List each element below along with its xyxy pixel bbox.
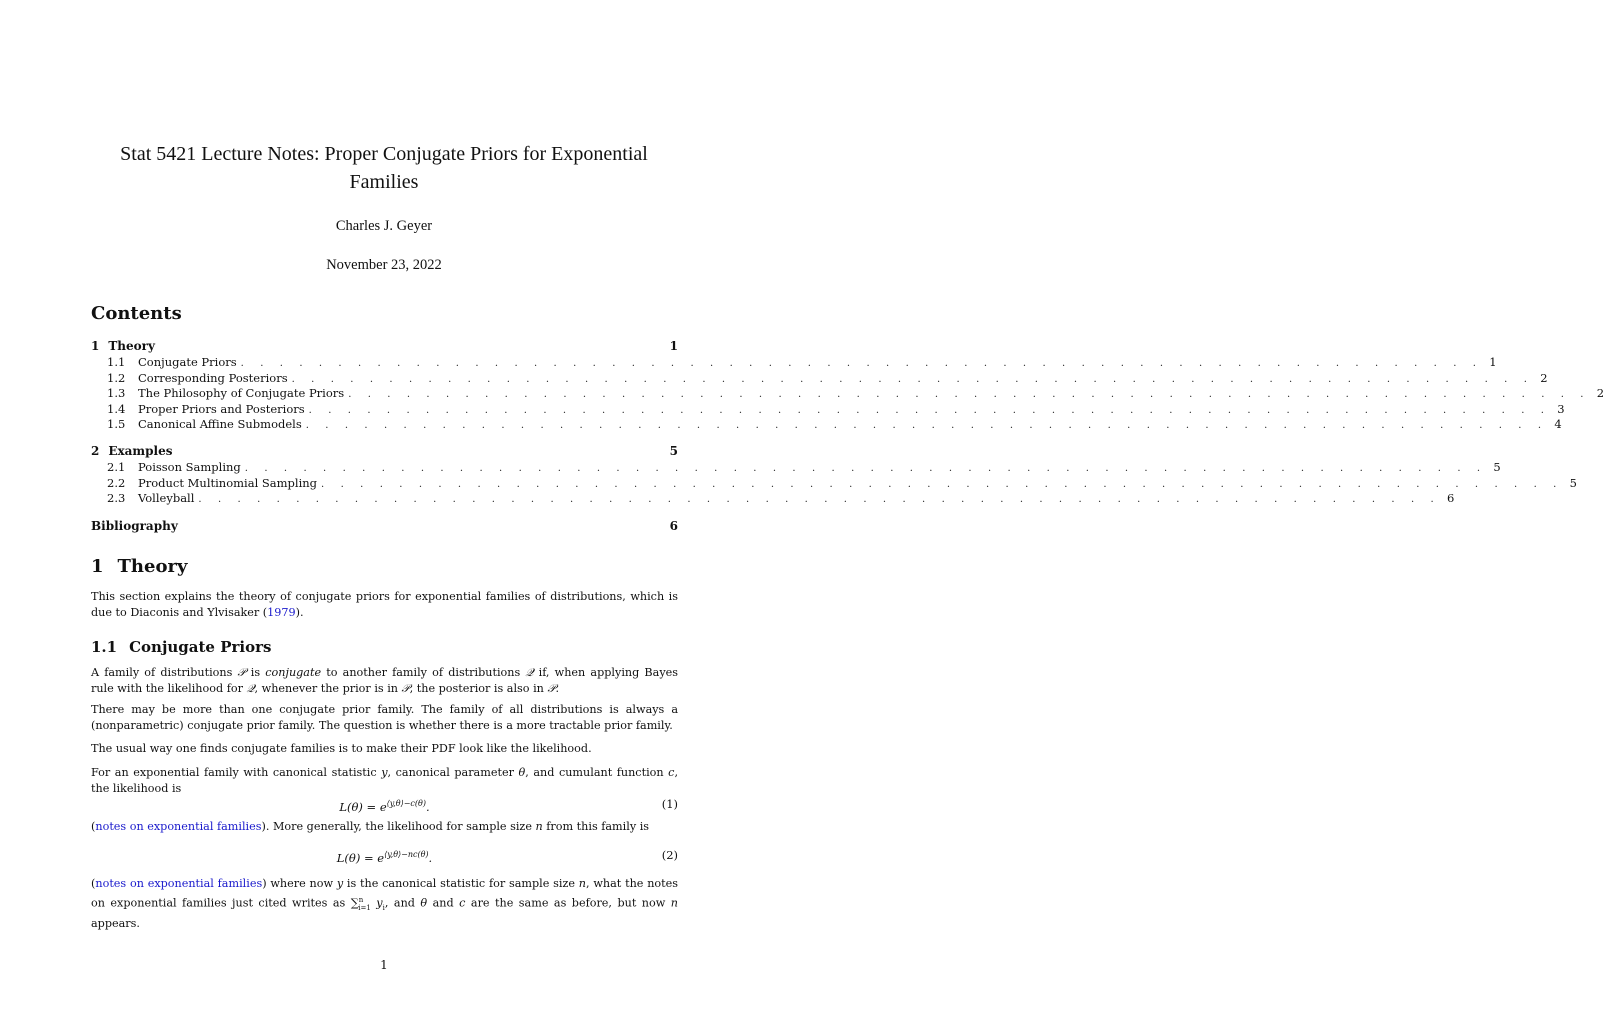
toc-entry-title: Poisson Sampling [138, 460, 241, 474]
text: ). More generally, the likelihood for sample size [261, 820, 536, 833]
toc-leader-dots: . . . . . . . . . . . . . . . . . . . . . . . . . . . . . . . . . . . . . . . . . . . . . . . . . . . . . . . . . . . . . . . . [240, 358, 1483, 369]
toc-entry-1-3[interactable] [107, 385, 1604, 401]
toc-entry-number: 1.3 [107, 386, 126, 400]
equation-1-math [91, 795, 678, 816]
text: , and cumulant function [525, 766, 669, 779]
toc-entry-number: 1.4 [107, 401, 126, 416]
text: , whenever the prior is in [254, 682, 402, 695]
text: A family of distributions [91, 666, 238, 679]
toc-entry-title: Proper Priors and Posteriors [138, 401, 305, 416]
date: November 23, 2022 [326, 257, 442, 273]
toc-entry-number: 1.2 [107, 370, 126, 385]
toc-section-1[interactable] [91, 338, 678, 354]
text: ( [91, 877, 96, 890]
math-var: y [336, 877, 344, 890]
eq-exponent: ⟨y,θ⟩−c(θ) [386, 799, 426, 808]
text: ( [91, 820, 96, 833]
toc-entry-page: 6 [1446, 491, 1455, 505]
toc-entry-number: 2.2 [107, 475, 126, 490]
toc-entry-1-5[interactable] [107, 416, 1562, 432]
paragraph-canonical-statistic [91, 876, 678, 932]
toc-entry-title: Conjugate Priors [138, 355, 237, 369]
toc-leader-dots: . . . . . . . . . . . . . . . . . . . . . . . . . . . . . . . . . . . . . . . . . . . . . . . . . . . . . . . . . . . . . . . . [305, 420, 1548, 431]
page-number: 1 [380, 958, 388, 972]
paragraph-usual-way: The usual way one finds conjugate families is to make their PDF look like the likelihood. [91, 742, 592, 755]
text: if, when applying Bayes rule with the likelihood for [91, 666, 678, 695]
notes-link[interactable]: notes on exponential families [95, 877, 263, 890]
subsection-1-1-heading [91, 638, 271, 656]
toc-entry-1-1[interactable] [107, 354, 1497, 370]
text: , the posterior is also in [409, 682, 548, 695]
toc-entry-1-4[interactable] [107, 401, 1565, 417]
text: are the same as before, but now [465, 896, 671, 910]
paragraph-conjugate-definition [91, 665, 678, 697]
citation-link[interactable]: 1979 [267, 606, 296, 619]
intro-text: This section explains the theory of conjugate priors for exponential families of distributions, which is due to Diaconis and Ylvisaker ( [91, 590, 678, 619]
toc-entry-page: 5 [1493, 460, 1501, 474]
eq-exponent: ⟨y,θ⟩−nc(θ) [384, 850, 429, 859]
subsection-number: 1.1 [91, 638, 118, 656]
equation-1-number: (1) [661, 797, 678, 811]
toc-section-title: Theory [108, 339, 155, 353]
math-subscript: i [382, 903, 385, 912]
toc-section-page: 5 [669, 444, 678, 458]
paragraph-exponential-family [91, 765, 678, 797]
text: For an exponential family with canonical statistic [91, 766, 382, 779]
math-var: n [535, 820, 543, 833]
toc-entry-page: 1 [1489, 355, 1497, 369]
toc-section-number: 1 [91, 339, 100, 353]
subsection-title: Conjugate Priors [129, 638, 272, 656]
math-symbol: 𝒫 [401, 682, 410, 695]
toc-section-page: 6 [669, 519, 678, 533]
math-symbol: 𝒫 [237, 666, 246, 679]
paragraph-multiple-families: There may be more than one conjugate prior family. The family of all distributions is always a (nonparametric) conjugate prior family. The question is whether there is a more tractable prior family. [91, 703, 678, 732]
emphasis: conjugate [265, 666, 322, 679]
eq-end: . [425, 799, 430, 814]
toc-entry-2-1[interactable] [107, 459, 1501, 475]
text: , canonical parameter [387, 766, 519, 779]
sum-upper: n [358, 896, 364, 904]
equation-2-math [91, 846, 678, 867]
toc-section-title: Bibliography [91, 519, 178, 533]
math-var: c [459, 896, 466, 910]
eq-end: . [428, 850, 433, 865]
text: and [427, 896, 460, 910]
text: , and [384, 896, 421, 910]
toc-entry-number: 2.1 [107, 460, 126, 474]
math-var: y [381, 766, 388, 779]
toc-entry-title: Volleyball [138, 491, 195, 505]
sum-symbol: ∑ [350, 896, 359, 910]
equation-2-number: (2) [661, 848, 678, 862]
toc-entry-page: 3 [1557, 401, 1565, 416]
paper-title [60, 140, 708, 196]
section-title: Theory [117, 556, 188, 577]
toc-section-title: Examples [108, 444, 173, 458]
paragraph-sample-size [91, 819, 678, 835]
section-1-heading [91, 556, 187, 577]
toc-leader-dots: . . . . . . . . . . . . . . . . . . . . . . . . . . . . . . . . . . . . . . . . . . . . . . . . . . . . . . . . . . . . . . . . [348, 389, 1591, 400]
toc-section-label [91, 338, 155, 354]
section-1-intro [91, 589, 678, 621]
intro-text-end: ). [295, 606, 304, 619]
toc-leader-dots: . . . . . . . . . . . . . . . . . . . . . . . . . . . . . . . . . . . . . . . . . . . . . . . . . . . . . . . . . . . . . . . . [321, 478, 1563, 490]
text: , the likelihood is [91, 766, 678, 795]
toc-leader-dots: . . . . . . . . . . . . . . . . . . . . . . . . . . . . . . . . . . . . . . . . . . . . . . . . . . . . . . . . . . . . . . . . [291, 373, 1534, 385]
toc-entry-number: 2.3 [107, 491, 126, 505]
math-var: c [668, 766, 675, 779]
text: is [245, 666, 266, 679]
toc-leader-dots: . . . . . . . . . . . . . . . . . . . . . . . . . . . . . . . . . . . . . . . . . . . . . . . . . . . . . . . . . . . . . . . . [308, 404, 1551, 416]
equation-1 [91, 795, 678, 813]
math-var: θ [518, 766, 526, 779]
math-symbol: 𝒬 [246, 682, 255, 695]
sum-lower: i=1 [358, 903, 371, 912]
eq-base: L(θ) = e [336, 850, 385, 865]
toc-leader-dots: . . . . . . . . . . . . . . . . . . . . . . . . . . . . . . . . . . . . . . . . . . . . . . . . . . . . . . . . . . . . . . . . [198, 494, 1441, 505]
toc-section-2[interactable] [91, 443, 678, 459]
toc-entry-page: 5 [1569, 475, 1577, 490]
math-var: θ [420, 896, 428, 910]
toc-entry-number: 1.5 [107, 417, 126, 431]
author: Charles J. Geyer [335, 218, 433, 234]
toc-entry-page: 2 [1596, 386, 1604, 400]
toc-entry-1-2[interactable] [107, 370, 1548, 386]
math-symbol: 𝒬 [525, 666, 534, 679]
math-var: n [578, 877, 586, 890]
toc-entry-page: 4 [1554, 417, 1562, 431]
toc-section-number: 2 [91, 444, 100, 458]
toc-leader-dots: . . . . . . . . . . . . . . . . . . . . . . . . . . . . . . . . . . . . . . . . . . . . . . . . . . . . . . . . . . . . . . . . [244, 463, 1487, 474]
toc-section-label [91, 518, 178, 534]
text: appears. [91, 916, 140, 930]
toc-entry-2-2[interactable] [107, 475, 1577, 491]
text: , what the notes on exponential families just cited writes as [91, 877, 678, 910]
toc-entry-title: Corresponding Posteriors [138, 370, 288, 385]
text: ) where now [262, 877, 337, 890]
toc-section-page: 1 [669, 339, 678, 353]
contents-heading: Contents [91, 303, 182, 324]
equation-2 [91, 846, 678, 864]
math-var: n [670, 896, 678, 910]
toc-entry-title: The Philosophy of Conjugate Priors [138, 386, 345, 400]
title-line-1: Stat 5421 Lecture Notes: Proper Conjugate Priors for Exponential [120, 143, 648, 165]
text: . [555, 682, 560, 695]
title-line-2: Families [349, 171, 419, 193]
math-symbol: 𝒫 [547, 682, 556, 695]
toc-section-label [91, 443, 172, 459]
toc-entry-title: Product Multinomial Sampling [138, 475, 318, 490]
notes-link[interactable]: notes on exponential families [95, 820, 262, 833]
toc-entry-page: 2 [1540, 370, 1548, 385]
section-number: 1 [91, 556, 104, 577]
toc-entry-title: Canonical Affine Submodels [138, 417, 302, 431]
text: from this family is [542, 820, 650, 833]
toc-entry-2-3[interactable] [107, 490, 1455, 506]
text: is the canonical statistic for sample size [343, 877, 579, 890]
toc-entry-number: 1.1 [107, 355, 126, 369]
eq-base: L(θ) = e [339, 799, 387, 814]
text: to another family of distributions [321, 666, 526, 679]
toc-bibliography[interactable] [91, 518, 678, 534]
math-var: y [376, 896, 383, 910]
